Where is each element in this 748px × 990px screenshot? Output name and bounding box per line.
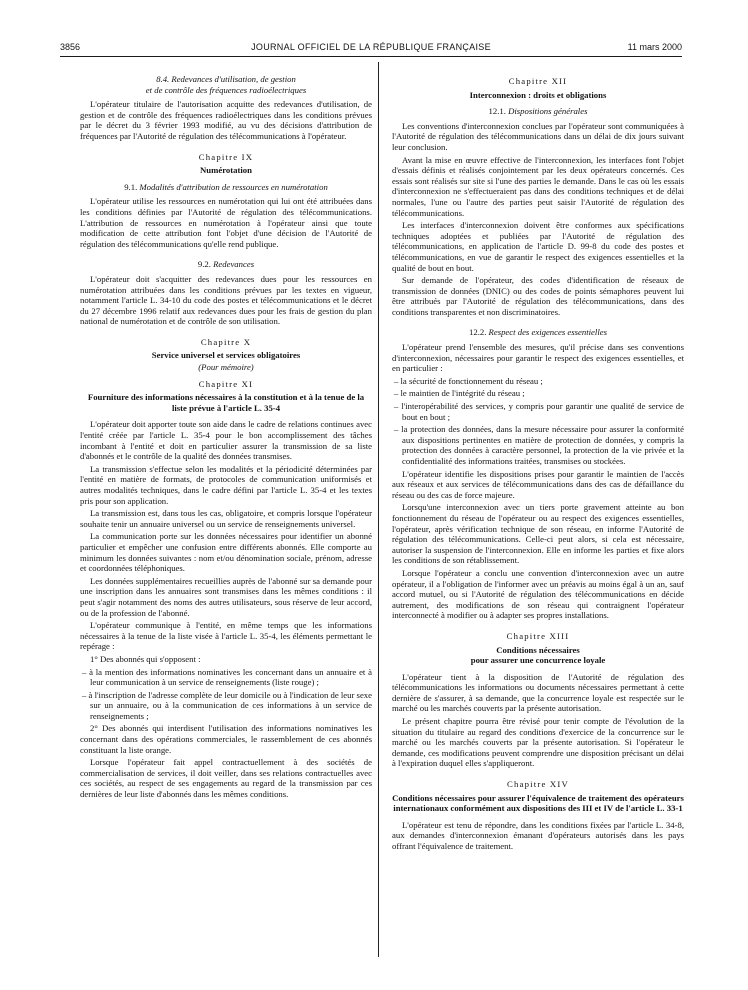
section-title: Redevances — [213, 259, 255, 270]
chapter-label: Chapitre XI — [198, 378, 254, 389]
paragraph: La communication porte sur les données nécessaires pour identifier un abonné particulier et empêcher une confusion entre différents abonnés. Elle comporte au minimum les données suivantes : nom et/ou dénomination sociale, prénom, adresse et coordonnées téléphoniques. — [80, 531, 372, 574]
bullet-item: – à la mention des informations nominatives les concernant dans un annuaire et à leur communication à un service de renseignements (liste rouge) ; — [82, 666, 372, 688]
page-header — [60, 42, 682, 56]
section-8-4-heading — [80, 74, 372, 95]
chapter-title: Conditions nécessaires pour assurer l'équivalence de traitement des opérateurs internationaux conformément aux dispositions des III et IV de l'article L. 33-1 — [392, 792, 684, 814]
chapter-note: (Pour mémoire) — [198, 362, 254, 373]
publication-date: 11 mars 2000 — [627, 42, 682, 52]
paragraph: L'opérateur doit s'acquitter des redevances dues pour les ressources en numérotation attribuées dans les conditions prévues par les textes en vigueur, notamment l'article L. 34-10 du code des postes et télécommunications et le décret du 27 décembre 1996 relatif aux redevances dues pour les frais de gestion du plan national de numérotation et de contrôle de son utilisation. — [80, 273, 372, 327]
section-number: 9.1. — [124, 181, 138, 192]
bullet-item: – à l'inscription de l'adresse complète de leur domicile ou à l'indication de leur sexe sur un annuaire, ou à la communication de ces informations à un service de renseignements ; — [82, 689, 372, 721]
paragraph: Les données supplémentaires recueillies auprès de l'abonné sur sa demande pour une inscription dans les annuaires sont transmises dans les mêmes conditions : il peut s'agir notamment des noms des autres utilisateurs, sous réserve de leur accord, ou de la profession de l'abonné. — [80, 575, 372, 618]
section-number: 12.1. — [488, 106, 506, 117]
section-title: Respect des exigences essentielles — [488, 327, 607, 338]
section-12-1-heading — [392, 106, 684, 117]
page-number: 3856 — [60, 42, 81, 52]
list-item: 2° Des abonnés qui interdisent l'utilisation des informations nominatives les concernant dans des opérations commerciales, le rassemblement de ces abonnés constituant la liste orange. — [80, 723, 372, 755]
paragraph: L'opérateur communique à l'entité, en même temps que les informations nécessaires à la tenue de la liste visée à l'article L. 35-4, les éléments permettant le repérage : — [80, 620, 372, 652]
list-item: 1° Des abonnés qui s'opposent : — [90, 653, 201, 664]
section-number: 12.2. — [469, 327, 487, 338]
section-title: Dispositions générales — [508, 106, 588, 117]
bullet-item: – la sécurité de fonctionnement du réseau ; — [394, 375, 543, 386]
paragraph: La transmission s'effectue selon les modalités et la périodicité déterminées par l'entité en matière de formats, de protocoles de communication uniformisés et autres modalités techniques, dans le cadre défini par l'article L. 35-4 et les textes pris pour son application. — [80, 463, 372, 506]
paragraph: Les conventions d'interconnexion conclues par l'opérateur sont communiquées à l'Autorité de régulation des télécommunications dans un délai de dix jours suivant leur conclusion. — [392, 120, 684, 152]
chapter-title: Numérotation — [200, 165, 252, 176]
journal-title: JOURNAL OFFICIEL DE LA RÉPUBLIQUE FRANÇAISE — [251, 42, 491, 52]
chapter-label: Chapitre XIV — [507, 779, 569, 790]
section-12-2-heading — [392, 327, 684, 338]
left-column — [80, 74, 372, 802]
bullet-item: – le maintien de l'intégrité du réseau ; — [394, 388, 525, 399]
paragraph: Avant la mise en œuvre effective de l'interconnexion, les interfaces font l'objet d'essais définis et réalisés conjointement par les deux opérateurs concernés. Ces essais sont réalisés sur site si l'une des parties le demande. Dans le cas où les essais d'interconnexion ne s'effectueraient pas dans des conditions techniques et de délai normales, l'une ou l'autre des parties peut saisir l'Autorité de régulation des télécommunications. — [392, 154, 684, 218]
chapter-label: Chapitre XII — [508, 76, 568, 86]
paragraph: L'opérateur doit apporter toute son aide dans le cadre de relations continues avec l'entité créée par l'article L. 35-4 pour le bon accomplissement des tâches incombant à l'entité et doit en particulier assurer la transmission de sa liste d'abonnés et le contrôle de la qualité des données transmises. — [80, 419, 372, 462]
section-9-1-heading — [80, 182, 372, 193]
section-title: Modalités d'attribution de ressources en numérotation — [139, 181, 328, 192]
paragraph: L'opérateur est tenu de répondre, dans les conditions fixées par l'article L. 34-8, aux demandes d'interconnexion émanant d'opérateurs autorisés dans les pays offrant l'équivalence de traitement. — [392, 819, 684, 851]
chapter-title: Service universel et services obligatoires — [151, 350, 301, 361]
chapter-title: Fourniture des informations nécessaires à la constitution et à la tenue de la liste prévue à l'article L. 35-4 — [87, 392, 365, 413]
chapter-label: Chapitre XIII — [506, 630, 570, 641]
chapter-label: Chapitre X — [200, 336, 252, 347]
right-column — [392, 74, 684, 854]
paragraph: L'opérateur utilise les ressources en numérotation qui lui ont été attribuées dans les conditions définies par l'Autorité de régulation des télécommunications. L'attribution de ressources en numérotation à l'opérateur ainsi que toute modification de cette attribution font l'objet d'une décision de l'Autorité de régulation des télécommunications qu'elle rend publique. — [80, 196, 372, 249]
section-8-4-title-line2: et de contrôle des fréquences radioélectriques — [145, 84, 307, 95]
paragraph: L'opérateur prend l'ensemble des mesures, qu'il précise dans ses conventions d'interconnexion, nécessaires pour garantir le respect des exigences essentielles, et en particulier : — [392, 342, 684, 374]
paragraph: Lorsque l'opérateur fait appel contractuellement à des sociétés de commercialisation de services, il doit veiller, dans ses relations contractuelles avec ces sociétés, au respect de ses engagements au regard de la transmission par ces dernières de leur liste d'abonnés dans les mêmes conditions. — [80, 757, 372, 800]
bullet-item: – l'interopérabilité des services, y compris pour garantir une qualité de service de bout en bout ; — [394, 401, 684, 422]
paragraph: L'opérateur tient à la disposition de l'Autorité de régulation des télécommunications les informations ou documents nécessaires permettant à cette dernière de s'assurer, à sa demande, que la concurrence loyale est respectée sur le marché ou les marchés couverts par la présente autorisation. — [392, 671, 684, 714]
chapter-title: Interconnexion : droits et obligations — [469, 89, 607, 100]
chapter-title-line2: pour assurer une concurrence loyale — [470, 655, 606, 666]
column-divider — [378, 62, 379, 957]
header-rule — [60, 56, 682, 57]
chapter-title-line1: Conditions nécessaires — [496, 644, 580, 655]
chapter-label: Chapitre IX — [198, 151, 254, 162]
section-8-4-title-line1: 8.4. Redevances d'utilisation, de gestion — [156, 74, 296, 84]
paragraph: L'opérateur titulaire de l'autorisation acquitte des redevances d'utilisation, de gestion et de contrôle des fréquences radioélectriques dans les conditions prévues par le décret du 3 février 1993 modifié, au vu des décisions d'attribution de fréquences par l'Autorité de régulation des télécommunications à l'opérateur. — [80, 99, 372, 141]
section-9-2-heading — [80, 259, 372, 270]
bullet-item: – la protection des données, dans la mesure nécessaire pour assurer la conformité aux dispositions pertinentes en matière de protection de données, y compris la protection des données à caractère personnel, la protection de la vie privée et la confidentialité des informations traitées, transmises ou stockées. — [394, 424, 684, 466]
paragraph: Les interfaces d'interconnexion doivent être conformes aux spécifications techniques adoptées et publiées par l'Autorité de régulation des télécommunications, en application de l'article D. 99-8 du code des postes et télécommunications, en vue de garantir le respect des exigences essentielles et la qualité de bout en bout. — [392, 220, 684, 273]
paragraph: La transmission est, dans tous les cas, obligatoire, et compris lorsque l'opérateur souhaite tenir un annuaire universel ou un service de renseignements universel. — [80, 508, 372, 529]
section-number: 9.2. — [197, 259, 211, 270]
paragraph: Lorsqu'une interconnexion avec un tiers porte gravement atteinte au bon fonctionnement du réseau de l'opérateur ou au respect des exigences essentielles, l'opérateur, après vérification technique de son réseau, en informe l'Autorité de régulation des télécommunications. Celle-ci peut alors, si cela est nécessaire, autoriser la suspension de l'interconnexion. Elle en informe les parties et fixe alors les conditions de son rétablissement. — [392, 502, 684, 566]
paragraph: Lorsque l'opérateur a conclu une convention d'interconnexion avec un autre opérateur, il a l'obligation de l'informer avec un préavis au moins égal à un an, sauf accord mutuel, ou si l'Autorité de régulation des télécommunications en décide autrement, des modifications de son réseau qui contraignent l'opérateur interconnecté à modifier ou à adapter ses propres installations. — [392, 567, 684, 621]
paragraph: Le présent chapitre pourra être révisé pour tenir compte de l'évolution de la situation du titulaire au regard des conditions d'exercice de la concurrence sur le marché ou les marchés couverts par la présente autorisation. Si l'opérateur le demande, ces modifications peuvent comprendre une disposition précisant un délai à l'expiration duquel elles s'appliqueront. — [392, 716, 684, 769]
paragraph: L'opérateur identifie les dispositions prises pour garantir le maintien de l'accès aux réseaux et aux services de télécommunications dans des cas de défaillance du réseau ou des cas de force majeure. — [392, 468, 684, 500]
paragraph: Sur demande de l'opérateur, des codes d'identification de réseaux de transmission de données (DNIC) ou des codes de points sémaphores peuvent lui être attribués par l'Autorité de régulation des télécommunications, dans des conditions transparentes et non discriminatoires. — [392, 275, 684, 317]
